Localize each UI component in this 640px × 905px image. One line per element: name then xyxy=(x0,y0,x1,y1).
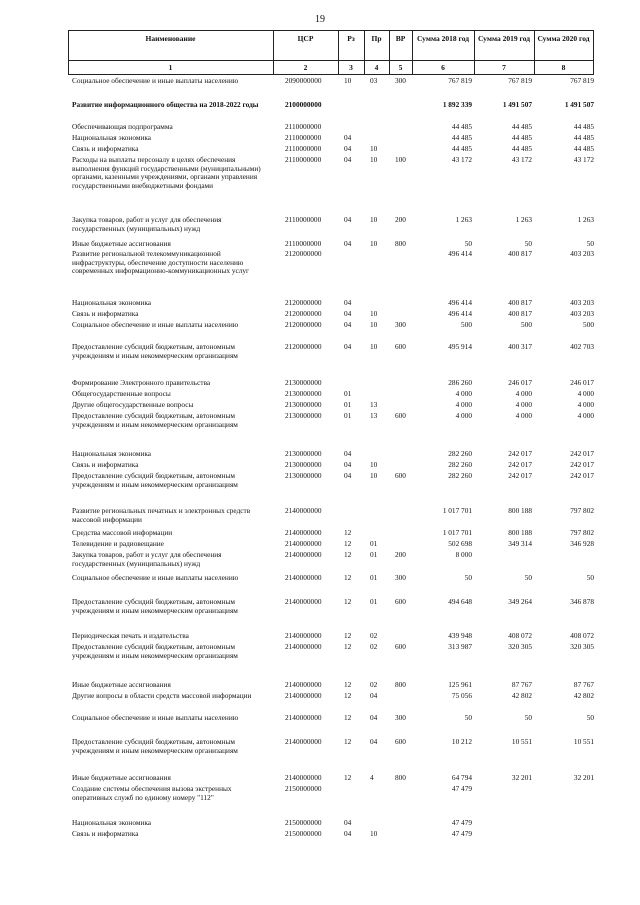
header-vr: ВР xyxy=(395,34,406,43)
cell-pr: 01 xyxy=(370,550,378,559)
cell-s1: 47 479 xyxy=(451,784,472,793)
cell-vr: 300 xyxy=(395,76,406,85)
cell-s1: 44 485 xyxy=(451,133,472,142)
cell-csr: 2140000000 xyxy=(285,713,322,722)
cell-s2: 44 485 xyxy=(511,144,532,153)
cell-s3: 403 203 xyxy=(570,249,594,258)
cell-s3: 797 802 xyxy=(570,506,594,515)
header-rz: Рз xyxy=(347,34,355,43)
cell-csr: 2150000000 xyxy=(285,784,322,793)
cell-csr: 2130000000 xyxy=(285,389,322,398)
cell-csr: 2130000000 xyxy=(285,400,322,409)
cell-csr: 2130000000 xyxy=(285,460,322,469)
cell-name: Развитие информационного общества на 2018-2022 годы xyxy=(72,100,259,109)
cell-s3: 242 017 xyxy=(570,460,594,469)
page-number: 19 xyxy=(315,14,325,25)
cell-pr: 01 xyxy=(370,539,378,548)
cell-csr: 2120000000 xyxy=(285,309,322,318)
cell-s1: 44 485 xyxy=(451,144,472,153)
cell-rz: 01 xyxy=(344,389,352,398)
cell-s2: 44 485 xyxy=(511,122,532,131)
cell-s1: 1 017 701 xyxy=(442,506,472,515)
cell-pr: 01 xyxy=(370,573,378,582)
cell-rz: 04 xyxy=(344,460,352,469)
cell-s3: 44 485 xyxy=(573,144,594,153)
cell-s1: 282 260 xyxy=(448,460,472,469)
cell-s3: 346 928 xyxy=(570,539,594,548)
cell-s2: 800 188 xyxy=(508,528,532,537)
cell-name: Связь и информатика xyxy=(72,309,139,318)
cell-s3: 4 000 xyxy=(577,400,594,409)
cell-rz: 01 xyxy=(344,411,352,420)
cell-s2: 32 201 xyxy=(511,773,532,782)
cell-csr: 2140000000 xyxy=(285,597,322,606)
cell-s2: 320 305 xyxy=(508,642,532,651)
cell-s2: 4 000 xyxy=(515,389,532,398)
cell-s1: 47 479 xyxy=(451,818,472,827)
cell-name: Формирование Электронного правительства xyxy=(72,378,211,387)
cell-name: Развитие региональной телекоммуникационной инфраструктуры, обеспечение доступности населению современных информационно-коммуникационных услуг xyxy=(72,249,250,276)
cell-s3: 320 305 xyxy=(570,642,594,651)
header-sum-2019: Сумма 2019 год xyxy=(477,34,531,43)
cell-s1: 496 414 xyxy=(448,309,472,318)
cell-s1: 64 794 xyxy=(451,773,472,782)
header-name: Наименование xyxy=(145,34,196,43)
cell-vr: 300 xyxy=(395,573,406,582)
cell-s3: 43 172 xyxy=(573,155,594,164)
cell-vr: 200 xyxy=(395,550,406,559)
cell-s1: 75 056 xyxy=(451,691,472,700)
cell-s1: 47 479 xyxy=(451,829,472,838)
cell-csr: 2120000000 xyxy=(285,320,322,329)
cell-rz: 12 xyxy=(344,773,352,782)
cell-s3: 767 819 xyxy=(570,76,594,85)
cell-s3: 50 xyxy=(586,573,594,582)
cell-csr: 2140000000 xyxy=(285,680,322,689)
cell-name: Иные бюджетные ассигнования xyxy=(72,680,171,689)
cell-pr: 13 xyxy=(370,400,378,409)
cell-name: Предоставление субсидий бюджетным, автономным учреждениям и иным некоммерческим организациям xyxy=(72,737,238,755)
cell-csr: 2140000000 xyxy=(285,737,322,746)
cell-csr: 2140000000 xyxy=(285,506,322,515)
cell-s2: 349 314 xyxy=(508,539,532,548)
cell-s2: 242 017 xyxy=(508,460,532,469)
colnum: 3 xyxy=(349,63,353,72)
cell-name: Периодическая печать и издательства xyxy=(72,631,189,640)
cell-name: Закупка товаров, работ и услуг для обеспечения государственных (муниципальных) нужд xyxy=(72,550,222,568)
cell-s1: 495 914 xyxy=(448,342,472,351)
cell-s1: 44 485 xyxy=(451,122,472,131)
cell-rz: 04 xyxy=(344,449,352,458)
cell-s1: 1 263 xyxy=(455,215,472,224)
cell-pr: 10 xyxy=(370,460,378,469)
cell-vr: 100 xyxy=(395,155,406,164)
cell-s3: 242 017 xyxy=(570,471,594,480)
cell-rz: 12 xyxy=(344,631,352,640)
cell-s2: 246 017 xyxy=(508,378,532,387)
cell-name: Национальная экономика xyxy=(72,449,152,458)
cell-pr: 13 xyxy=(370,411,378,420)
cell-csr: 2120000000 xyxy=(285,249,322,258)
cell-s1: 50 xyxy=(464,713,472,722)
cell-csr: 2140000000 xyxy=(285,573,322,582)
cell-rz: 12 xyxy=(344,528,352,537)
cell-s2: 10 551 xyxy=(511,737,532,746)
cell-s1: 4 000 xyxy=(455,389,472,398)
cell-rz: 04 xyxy=(344,818,352,827)
cell-vr: 800 xyxy=(395,239,406,248)
cell-name: Предоставление субсидий бюджетным, автономным учреждениям и иным некоммерческим организациям xyxy=(72,597,238,615)
cell-name: Предоставление субсидий бюджетным, автономным учреждениям и иным некоммерческим организациям xyxy=(72,411,238,429)
cell-csr: 2140000000 xyxy=(285,642,322,651)
cell-s1: 494 648 xyxy=(448,597,472,606)
cell-s1: 4 000 xyxy=(455,411,472,420)
cell-rz: 12 xyxy=(344,737,352,746)
cell-rz: 12 xyxy=(344,539,352,548)
cell-csr: 2140000000 xyxy=(285,691,322,700)
cell-s1: 282 260 xyxy=(448,471,472,480)
cell-rz: 12 xyxy=(344,691,352,700)
cell-vr: 800 xyxy=(395,773,406,782)
cell-rz: 04 xyxy=(344,155,352,164)
cell-csr: 2110000000 xyxy=(285,155,322,164)
header-sum-2020: Сумма 2020 год xyxy=(537,34,590,43)
cell-vr: 600 xyxy=(395,597,406,606)
cell-csr: 2090000000 xyxy=(285,76,322,85)
cell-name: Связь и информатика xyxy=(72,460,139,469)
cell-s1: 767 819 xyxy=(448,76,472,85)
cell-name: Средства массовой информации xyxy=(72,528,173,537)
header-csr: ЦСР xyxy=(297,34,314,43)
cell-pr: 10 xyxy=(370,239,378,248)
cell-pr: 10 xyxy=(370,320,378,329)
cell-name: Связь и информатика xyxy=(72,144,139,153)
cell-pr: 10 xyxy=(370,829,378,838)
colnum: 8 xyxy=(561,63,566,72)
cell-vr: 600 xyxy=(395,471,406,480)
cell-name: Телевидение и радиовещание xyxy=(72,539,164,548)
cell-rz: 04 xyxy=(344,239,352,248)
cell-vr: 600 xyxy=(395,342,406,351)
cell-name: Предоставление субсидий бюджетным, автономным учреждениям и иным некоммерческим организациям xyxy=(72,471,238,489)
cell-rz: 04 xyxy=(344,133,352,142)
cell-name: Социальное обеспечение и иные выплаты населению xyxy=(72,76,239,85)
cell-s3: 246 017 xyxy=(570,378,594,387)
cell-s1: 313 987 xyxy=(448,642,472,651)
cell-pr: 01 xyxy=(370,597,378,606)
cell-pr: 03 xyxy=(370,76,378,85)
cell-s2: 400 817 xyxy=(508,309,532,318)
cell-s1: 502 698 xyxy=(448,539,472,548)
cell-s3: 10 551 xyxy=(573,737,594,746)
cell-rz: 12 xyxy=(344,597,352,606)
cell-csr: 2140000000 xyxy=(285,773,322,782)
cell-pr: 10 xyxy=(370,471,378,480)
cell-s3: 44 485 xyxy=(573,122,594,131)
cell-s1: 500 xyxy=(461,320,472,329)
cell-name: Закупка товаров, работ и услуг для обеспечения государственных (муниципальных) нужд xyxy=(72,215,222,233)
cell-s1: 10 212 xyxy=(451,737,472,746)
cell-csr: 2130000000 xyxy=(285,471,322,480)
cell-csr: 2100000000 xyxy=(285,100,322,109)
cell-rz: 12 xyxy=(344,680,352,689)
colnum: 4 xyxy=(374,63,379,72)
cell-name: Предоставление субсидий бюджетным, автономным учреждениям и иным некоммерческим организациям xyxy=(72,342,238,360)
cell-name: Расходы на выплаты персоналу в целях обеспечения выполнения функций государственными (муниципальными) органами, казенными учреждениями, органами управления государственными внебюджетными фондами xyxy=(72,155,261,190)
cell-name: Социальное обеспечение и иные выплаты населению xyxy=(72,713,239,722)
cell-rz: 04 xyxy=(344,144,352,153)
cell-s3: 403 203 xyxy=(570,309,594,318)
cell-csr: 2120000000 xyxy=(285,342,322,351)
cell-pr: 10 xyxy=(370,155,378,164)
cell-rz: 04 xyxy=(344,309,352,318)
cell-csr: 2110000000 xyxy=(285,239,322,248)
cell-pr: 10 xyxy=(370,215,378,224)
cell-s2: 4 000 xyxy=(515,411,532,420)
cell-pr: 04 xyxy=(370,691,378,700)
cell-rz: 04 xyxy=(344,829,352,838)
cell-s3: 1 491 507 xyxy=(564,100,594,109)
cell-rz: 01 xyxy=(344,400,352,409)
cell-name: Иные бюджетные ассигнования xyxy=(72,773,171,782)
cell-s3: 42 802 xyxy=(573,691,594,700)
colnum: 7 xyxy=(502,63,506,72)
cell-s3: 403 203 xyxy=(570,298,594,307)
cell-s1: 286 260 xyxy=(448,378,472,387)
cell-name: Социальное обеспечение и иные выплаты населению xyxy=(72,320,239,329)
cell-s2: 50 xyxy=(524,713,532,722)
cell-csr: 2140000000 xyxy=(285,631,322,640)
cell-s2: 242 017 xyxy=(508,449,532,458)
cell-s2: 400 317 xyxy=(508,342,532,351)
cell-rz: 04 xyxy=(344,471,352,480)
cell-vr: 300 xyxy=(395,713,406,722)
cell-s2: 1 491 507 xyxy=(502,100,532,109)
cell-name: Предоставление субсидий бюджетным, автономным учреждениям и иным некоммерческим организациям xyxy=(72,642,238,660)
cell-s3: 346 878 xyxy=(570,597,594,606)
cell-vr: 600 xyxy=(395,411,406,420)
cell-s1: 496 414 xyxy=(448,298,472,307)
header-pr: Пр xyxy=(371,34,382,43)
cell-s2: 42 802 xyxy=(511,691,532,700)
cell-s2: 43 172 xyxy=(511,155,532,164)
cell-pr: 10 xyxy=(370,342,378,351)
cell-s2: 800 188 xyxy=(508,506,532,515)
cell-s2: 400 817 xyxy=(508,249,532,258)
cell-name: Иные бюджетные ассигнования xyxy=(72,239,171,248)
cell-s3: 4 000 xyxy=(577,411,594,420)
cell-s3: 50 xyxy=(586,239,594,248)
cell-csr: 2150000000 xyxy=(285,818,322,827)
cell-rz: 04 xyxy=(344,215,352,224)
cell-s2: 500 xyxy=(521,320,532,329)
cell-s1: 1 892 339 xyxy=(442,100,472,109)
cell-name: Развитие региональных печатных и электронных средств массовой информации xyxy=(72,506,251,524)
cell-s2: 44 485 xyxy=(511,133,532,142)
cell-pr: 02 xyxy=(370,631,378,640)
colnum: 2 xyxy=(303,63,308,72)
cell-s2: 400 817 xyxy=(508,298,532,307)
cell-s3: 408 072 xyxy=(570,631,594,640)
colnum: 1 xyxy=(168,63,173,72)
cell-s1: 1 017 701 xyxy=(442,528,472,537)
cell-csr: 2130000000 xyxy=(285,411,322,420)
cell-csr: 2110000000 xyxy=(285,144,322,153)
cell-s3: 500 xyxy=(583,320,594,329)
colnum: 6 xyxy=(441,63,445,72)
header-sum-2018: Сумма 2018 год xyxy=(416,34,470,43)
cell-s2: 242 017 xyxy=(508,471,532,480)
cell-pr: 10 xyxy=(370,144,378,153)
cell-s3: 1 263 xyxy=(577,215,594,224)
cell-s3: 242 017 xyxy=(570,449,594,458)
cell-s3: 50 xyxy=(586,713,594,722)
cell-name: Национальная экономика xyxy=(72,818,152,827)
cell-name: Создание системы обеспечения вызова экстренных оперативных служб по единому номеру "112" xyxy=(72,784,232,802)
cell-csr: 2130000000 xyxy=(285,449,322,458)
cell-csr: 2110000000 xyxy=(285,215,322,224)
cell-s2: 349 264 xyxy=(508,597,532,606)
cell-s2: 1 263 xyxy=(515,215,532,224)
cell-pr: 04 xyxy=(370,737,378,746)
cell-s3: 32 201 xyxy=(573,773,594,782)
cell-name: Социальное обеспечение и иные выплаты населению xyxy=(72,573,239,582)
cell-pr: 02 xyxy=(370,642,378,651)
cell-pr: 4 xyxy=(370,773,374,782)
cell-rz: 12 xyxy=(344,573,352,582)
cell-s1: 8 000 xyxy=(455,550,472,559)
cell-rz: 10 xyxy=(344,76,352,85)
cell-name: Другие вопросы в области средств массовой информации xyxy=(72,691,252,700)
cell-csr: 2140000000 xyxy=(285,550,322,559)
cell-vr: 200 xyxy=(395,215,406,224)
cell-s2: 767 819 xyxy=(508,76,532,85)
cell-s3: 4 000 xyxy=(577,389,594,398)
cell-csr: 2130000000 xyxy=(285,378,322,387)
cell-rz: 12 xyxy=(344,550,352,559)
cell-name: Общегосударственные вопросы xyxy=(72,389,171,398)
cell-csr: 2110000000 xyxy=(285,133,322,142)
colnum: 5 xyxy=(398,63,403,72)
cell-rz: 12 xyxy=(344,713,352,722)
cell-pr: 02 xyxy=(370,680,378,689)
cell-s3: 402 703 xyxy=(570,342,594,351)
cell-name: Связь и информатика xyxy=(72,829,139,838)
cell-vr: 600 xyxy=(395,737,406,746)
cell-s2: 4 000 xyxy=(515,400,532,409)
cell-s1: 125 961 xyxy=(448,680,472,689)
cell-name: Обеспечивающая подпрограмма xyxy=(72,122,173,131)
cell-rz: 04 xyxy=(344,342,352,351)
cell-csr: 2150000000 xyxy=(285,829,322,838)
cell-name: Национальная экономика xyxy=(72,298,152,307)
cell-rz: 12 xyxy=(344,642,352,651)
column-number-row xyxy=(68,60,594,75)
cell-csr: 2140000000 xyxy=(285,539,322,548)
cell-rz: 04 xyxy=(344,298,352,307)
cell-name: Другие общегосударственные вопросы xyxy=(72,400,194,409)
cell-csr: 2140000000 xyxy=(285,528,322,537)
cell-s3: 44 485 xyxy=(573,133,594,142)
cell-name: Национальная экономика xyxy=(72,133,152,142)
cell-s1: 43 172 xyxy=(451,155,472,164)
cell-s1: 50 xyxy=(464,239,472,248)
cell-s1: 439 948 xyxy=(448,631,472,640)
cell-vr: 600 xyxy=(395,642,406,651)
cell-pr: 04 xyxy=(370,713,378,722)
cell-rz: 04 xyxy=(344,320,352,329)
cell-s1: 496 414 xyxy=(448,249,472,258)
cell-s2: 50 xyxy=(524,573,532,582)
cell-csr: 2110000000 xyxy=(285,122,322,131)
cell-vr: 300 xyxy=(395,320,406,329)
cell-s2: 408 072 xyxy=(508,631,532,640)
cell-s2: 50 xyxy=(524,239,532,248)
cell-s1: 4 000 xyxy=(455,400,472,409)
cell-s1: 50 xyxy=(464,573,472,582)
cell-csr: 2120000000 xyxy=(285,298,322,307)
cell-vr: 800 xyxy=(395,680,406,689)
cell-s3: 797 802 xyxy=(570,528,594,537)
cell-pr: 10 xyxy=(370,309,378,318)
cell-s3: 87 767 xyxy=(573,680,594,689)
cell-s2: 87 767 xyxy=(511,680,532,689)
cell-s1: 282 260 xyxy=(448,449,472,458)
